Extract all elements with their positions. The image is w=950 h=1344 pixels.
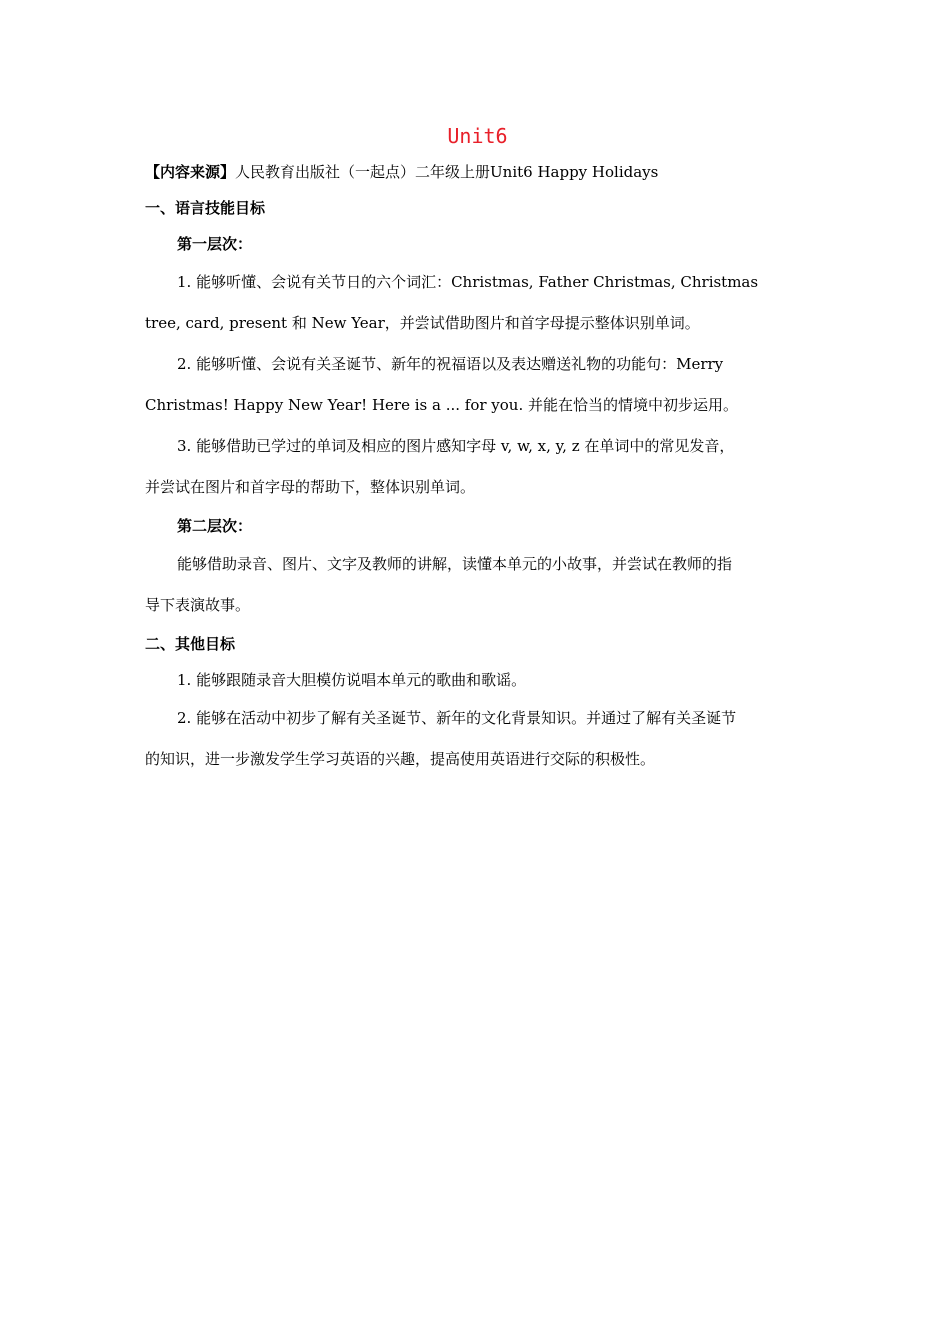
level1-item1 <box>145 262 810 344</box>
document-content <box>145 118 810 780</box>
level1-item3-line2: 并尝试在图片和首字母的帮助下，整体识别单词。 <box>145 478 476 496</box>
source-text: 人民教育出版社（一起点）二年级上册Unit6 Happy Holidays <box>235 163 659 181</box>
level1-item2 <box>145 344 810 426</box>
level2-item1-line1: 能够借助录音、图片、文字及教师的讲解，读懂本单元的小故事，并尝试在教师的指 <box>177 555 733 573</box>
level1-item2-line2: Christmas! Happy New Year! Here is a ... for you. 并能在恰当的情境中初步运用。 <box>145 396 738 414</box>
source-label: 【内容来源】 <box>145 163 236 181</box>
level1-item3 <box>145 426 810 508</box>
source-line <box>145 154 810 190</box>
level1-item3-line1: 3. 能够借助已学过的单词及相应的图片感知字母 v, w, x, y, z 在单词中的常见发音， <box>177 437 735 455</box>
section2-item2-line1: 2. 能够在活动中初步了解有关圣诞节、新年的文化背景知识。并通过了解有关圣诞节 <box>177 709 737 727</box>
section2-item2-line2: 的知识，进一步激发学生学习英语的兴趣，提高使用英语进行交际的积极性。 <box>145 750 656 768</box>
level1-item1-line1: 1. 能够听懂、会说有关节日的六个词汇：Christmas, Father Christmas, Christmas <box>177 273 759 291</box>
section1-heading: 一、语言技能目标 <box>145 199 266 217</box>
page-title: Unit6 <box>447 124 508 148</box>
section2-item1: 1. 能够跟随录音大胆模仿说唱本单元的歌曲和歌谣。 <box>177 671 527 689</box>
level1-heading: 第一层次： <box>177 235 253 253</box>
level1-item1-line2: tree, card, present 和 New Year，并尝试借助图片和首字母提示整体识别单词。 <box>145 314 700 332</box>
section2-item2 <box>145 698 810 780</box>
level1-item2-line1: 2. 能够听懂、会说有关圣诞节、新年的祝福语以及表达赠送礼物的功能句：Merry <box>177 355 724 373</box>
section2-heading: 二、其他目标 <box>145 635 236 653</box>
level2-item1-line2: 导下表演故事。 <box>145 596 251 614</box>
level2-heading: 第二层次： <box>177 517 253 535</box>
level2-item1 <box>145 544 810 626</box>
